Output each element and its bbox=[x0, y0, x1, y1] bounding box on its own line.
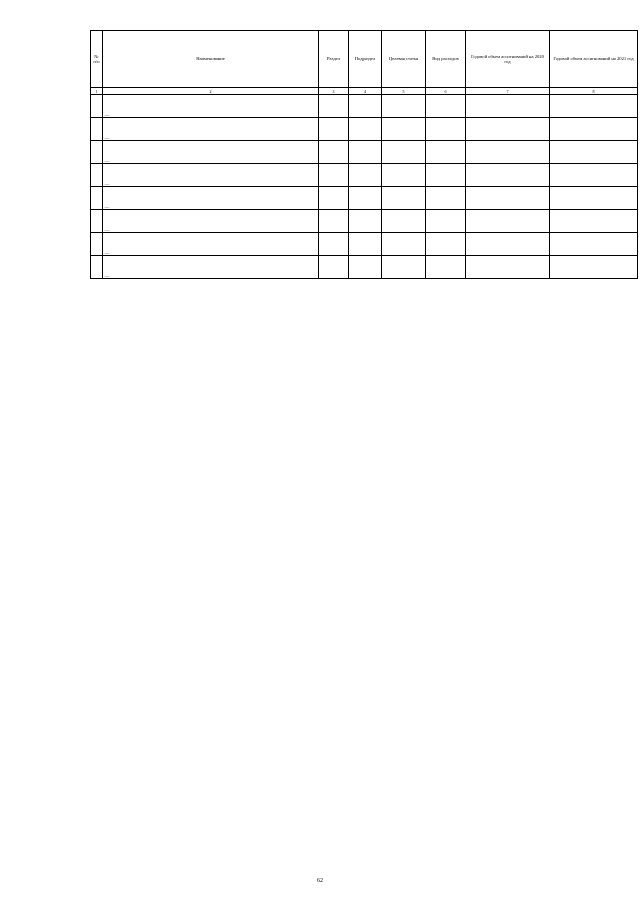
row-podrazdel-cell bbox=[349, 187, 382, 210]
row-razdel-cell bbox=[319, 141, 349, 164]
col-num-2: 2 bbox=[103, 88, 319, 95]
row-2021-cell bbox=[550, 141, 638, 164]
col-num-6: 6 bbox=[426, 88, 466, 95]
table-body bbox=[91, 95, 638, 279]
row-podrazdel-cell bbox=[349, 95, 382, 118]
row-2020-cell bbox=[466, 187, 550, 210]
col-num-4: 4 bbox=[349, 88, 382, 95]
col-header-razdel: Раздел bbox=[319, 31, 349, 88]
col-num-7: 7 bbox=[466, 88, 550, 95]
row-razdel-cell bbox=[319, 164, 349, 187]
table-row bbox=[91, 187, 638, 210]
col-header-vid: Вид расходов bbox=[426, 31, 466, 88]
table-row bbox=[91, 141, 638, 164]
row-podrazdel-cell bbox=[349, 233, 382, 256]
row-number-cell bbox=[91, 233, 103, 256]
row-razdel-cell bbox=[319, 256, 349, 279]
row-vid-cell bbox=[426, 256, 466, 279]
budget-table bbox=[90, 30, 638, 279]
row-razdel-cell bbox=[319, 187, 349, 210]
row-statya-cell bbox=[382, 95, 426, 118]
row-vid-cell bbox=[426, 118, 466, 141]
row-podrazdel-cell bbox=[349, 210, 382, 233]
row-2021-cell bbox=[550, 187, 638, 210]
col-num-8: 8 bbox=[550, 88, 638, 95]
row-podrazdel-cell bbox=[349, 256, 382, 279]
row-podrazdel-cell bbox=[349, 118, 382, 141]
row-number-cell bbox=[91, 187, 103, 210]
row-name-cell: — bbox=[103, 164, 319, 187]
col-header-podrazdel: Подраздел bbox=[349, 31, 382, 88]
row-2021-cell bbox=[550, 256, 638, 279]
row-statya-cell bbox=[382, 233, 426, 256]
row-name-cell: — bbox=[103, 95, 319, 118]
row-2020-cell bbox=[466, 164, 550, 187]
row-statya-cell bbox=[382, 141, 426, 164]
row-statya-cell bbox=[382, 118, 426, 141]
row-name-cell: — bbox=[103, 187, 319, 210]
row-vid-cell bbox=[426, 187, 466, 210]
table-row bbox=[91, 233, 638, 256]
row-2020-cell bbox=[466, 233, 550, 256]
table-row bbox=[91, 210, 638, 233]
col-num-3: 3 bbox=[319, 88, 349, 95]
page-number: 62 bbox=[317, 878, 323, 884]
row-number-cell bbox=[91, 164, 103, 187]
row-razdel-cell bbox=[319, 210, 349, 233]
row-name-cell: — bbox=[103, 118, 319, 141]
row-number-cell bbox=[91, 141, 103, 164]
row-vid-cell bbox=[426, 210, 466, 233]
row-name-cell: — bbox=[103, 141, 319, 164]
col-header-2020: Годовой объем ассигнований на 2020 год bbox=[466, 31, 550, 88]
row-number-cell bbox=[91, 210, 103, 233]
row-2020-cell bbox=[466, 210, 550, 233]
row-podrazdel-cell bbox=[349, 141, 382, 164]
row-2021-cell bbox=[550, 210, 638, 233]
col-header-statya: Целевая статья bbox=[382, 31, 426, 88]
row-razdel-cell bbox=[319, 95, 349, 118]
table-header-row bbox=[91, 31, 638, 88]
row-name-cell: — bbox=[103, 256, 319, 279]
row-vid-cell bbox=[426, 141, 466, 164]
row-2021-cell bbox=[550, 233, 638, 256]
row-2020-cell bbox=[466, 256, 550, 279]
row-vid-cell bbox=[426, 95, 466, 118]
row-statya-cell bbox=[382, 256, 426, 279]
row-statya-cell bbox=[382, 164, 426, 187]
row-vid-cell bbox=[426, 164, 466, 187]
table-row bbox=[91, 164, 638, 187]
col-header-number: № п/п bbox=[91, 31, 103, 88]
row-2021-cell bbox=[550, 118, 638, 141]
row-2020-cell bbox=[466, 95, 550, 118]
row-razdel-cell bbox=[319, 233, 349, 256]
row-number-cell bbox=[91, 256, 103, 279]
row-2021-cell bbox=[550, 164, 638, 187]
table-row bbox=[91, 256, 638, 279]
column-number-row bbox=[91, 88, 638, 95]
row-name-cell: — bbox=[103, 233, 319, 256]
row-number-cell bbox=[91, 95, 103, 118]
row-vid-cell bbox=[426, 233, 466, 256]
col-header-2021: Годовой объем ассигнований на 2021 год bbox=[550, 31, 638, 88]
row-2020-cell bbox=[466, 141, 550, 164]
row-razdel-cell bbox=[319, 118, 349, 141]
row-statya-cell bbox=[382, 187, 426, 210]
row-number-cell bbox=[91, 118, 103, 141]
col-num-1: 1 bbox=[91, 88, 103, 95]
row-2021-cell bbox=[550, 95, 638, 118]
table-row bbox=[91, 95, 638, 118]
row-statya-cell bbox=[382, 210, 426, 233]
row-name-cell: — bbox=[103, 210, 319, 233]
col-num-5: 5 bbox=[382, 88, 426, 95]
col-header-name: Наименование bbox=[103, 31, 319, 88]
row-2020-cell bbox=[466, 118, 550, 141]
table-row bbox=[91, 118, 638, 141]
row-podrazdel-cell bbox=[349, 164, 382, 187]
